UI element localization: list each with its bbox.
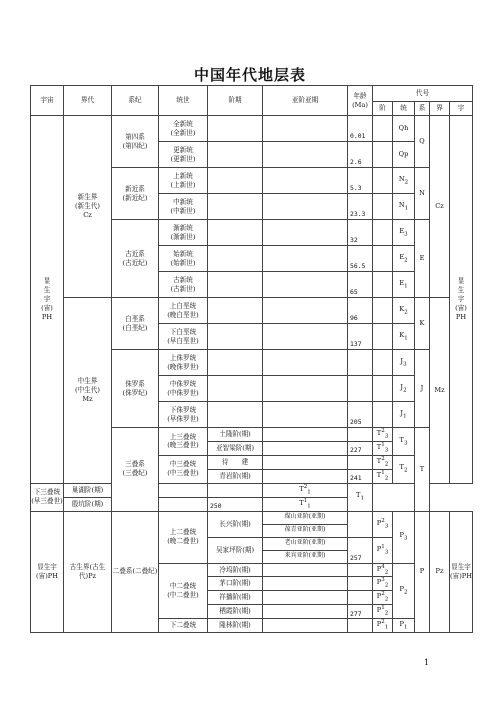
header-eon: 宇宙 bbox=[31, 86, 64, 116]
stage-wujiaping-code: $P^1_3$ bbox=[373, 537, 393, 563]
permian-cell: 二叠系(二叠纪) bbox=[112, 511, 159, 633]
eocene-age: 56.5 bbox=[348, 246, 373, 272]
substage-laoshan: 老山亚阶(亚期) bbox=[263, 537, 348, 550]
header-age: 阶期 bbox=[208, 86, 263, 116]
eocene-code: $E_2$ bbox=[393, 246, 415, 272]
stage-longlin: 隆林阶(期) bbox=[208, 619, 263, 633]
stage-xiangbo-age bbox=[348, 591, 373, 605]
header-code-eonothem: 宇 bbox=[450, 102, 473, 116]
upper-jurassic-cell: 上侏罗统 (晚侏罗世) bbox=[159, 350, 208, 376]
pleistocene-age: 2.6 bbox=[348, 142, 373, 168]
miocene-age: 23.3 bbox=[348, 194, 373, 220]
stage-wujiaping-age: 257 bbox=[348, 537, 373, 563]
lower-permian-cell: 下二叠统 bbox=[159, 619, 208, 633]
stage-chaohu: 巢湖阶(期) bbox=[64, 483, 112, 497]
lower-jurassic-age: 205 bbox=[348, 402, 373, 428]
pleistocene-cell: 更新统 (更新世) bbox=[159, 142, 208, 168]
paleozoic-cell: 古生界(古生代)Pz bbox=[64, 511, 112, 633]
lower-permian-code: $P_1$ bbox=[393, 619, 415, 633]
mesozoic-cell: 中生界 (中生代) Mz bbox=[64, 298, 112, 484]
lower-jurassic-code: $J_1$ bbox=[393, 402, 415, 428]
stage-changxing-code: $P^2_3$ bbox=[373, 511, 393, 537]
upper-cretaceous-code: $K_2$ bbox=[393, 298, 415, 324]
page-number: 1 bbox=[424, 658, 430, 667]
paleozoic-code: Pz bbox=[430, 511, 450, 633]
lower-jurassic-cell: 下侏罗统 (早侏罗世) bbox=[159, 402, 208, 428]
stage-maokou: 茅口阶(期) bbox=[208, 577, 263, 591]
pliocene-cell: 上新统 (上新世) bbox=[159, 168, 208, 194]
holocene-age: 0.01 bbox=[348, 116, 373, 142]
upper-triassic-code: $T_3$ bbox=[393, 428, 415, 456]
stage-wujiaping: 吴家坪阶(期) bbox=[208, 537, 263, 563]
stage-chaohu-age bbox=[208, 483, 263, 497]
header-period: 系纪 bbox=[112, 86, 159, 116]
upper-jurassic-code: $J_3$ bbox=[393, 350, 415, 376]
middle-permian-cell: 中二叠统 (中二叠世) bbox=[159, 563, 208, 619]
quaternary-code: Q bbox=[415, 116, 430, 168]
paleogene-code: E bbox=[415, 220, 430, 298]
stratigraphic-table bbox=[30, 85, 473, 633]
lower-triassic-code: $T_1$ bbox=[348, 483, 373, 511]
miocene-code: $N_1$ bbox=[393, 194, 415, 220]
paleogene-cell: 古近系 (古近纪) bbox=[112, 220, 159, 298]
paleocene-age: 65 bbox=[348, 272, 373, 298]
stage-qingyan: 青岩阶(期) bbox=[208, 469, 263, 483]
stage-qixia-code: $P^1_2$ bbox=[373, 605, 393, 619]
holocene-cell: 全新统 (全新世) bbox=[159, 116, 208, 142]
stage-lengwu: 冷坞阶(期) bbox=[208, 563, 263, 577]
header-subage: 亚阶亚期 bbox=[263, 86, 348, 116]
stage-tulong: 土隆阶(期) bbox=[208, 428, 263, 442]
stage-maokou-age bbox=[348, 577, 373, 591]
oligocene-cell: 渐新统 (渐新世) bbox=[159, 220, 208, 246]
stage-tulong-code: $T^2_3$ bbox=[373, 428, 393, 442]
stage-xiangbo: 祥播阶(期) bbox=[208, 591, 263, 605]
header-epoch: 统世 bbox=[159, 86, 208, 116]
phanerozoic-cell: 显 生 宇 (宙) PH bbox=[31, 116, 64, 484]
cenozoic-code: Cz bbox=[430, 116, 450, 298]
permian-code: P bbox=[415, 511, 430, 633]
pliocene-code: $N_2$ bbox=[393, 168, 415, 194]
pleistocene-code: Qp bbox=[393, 142, 415, 168]
upper-permian-code: $P_3$ bbox=[393, 511, 415, 563]
stage-yinkeng-age: 250 bbox=[208, 497, 263, 511]
stage-xiangbo-code: $P^2_2$ bbox=[373, 591, 393, 605]
upper-triassic-cell: 上三叠统 (晚三叠世) bbox=[159, 428, 208, 456]
upper-cretaceous-cell: 上白垩统 (晚白垩世) bbox=[159, 298, 208, 324]
phanerozoic-cell-b: 显生宇(宙)PH bbox=[31, 511, 64, 633]
oligocene-code: $E_3$ bbox=[393, 220, 415, 246]
header-code: 代号 bbox=[373, 86, 473, 102]
middle-permian-code: $P_2$ bbox=[393, 563, 415, 619]
stage-yinkeng: 殷坑阶(期) bbox=[64, 497, 112, 511]
stage-pending-code: $T^2_2$ bbox=[373, 455, 393, 469]
lower-cretaceous-cell: 下白垩统 (早白垩世) bbox=[159, 324, 208, 350]
cretaceous-cell: 白垩系 (白垩纪) bbox=[112, 298, 159, 350]
lower-cretaceous-code: $K_1$ bbox=[393, 324, 415, 350]
holocene-code: Qh bbox=[393, 116, 415, 142]
oligocene-age: 32 bbox=[348, 220, 373, 246]
stage-lengwu-age bbox=[348, 563, 373, 577]
substage-meishan: 煤山亚阶(亚期) bbox=[263, 511, 348, 524]
neogene-cell: 新近系 (新近纪) bbox=[112, 168, 159, 220]
page-title: 中国年代地层表 bbox=[193, 66, 306, 84]
jurassic-code: J bbox=[415, 350, 430, 428]
middle-jurassic-cell: 中侏罗统 (中侏罗世) bbox=[159, 376, 208, 402]
stage-pending-age bbox=[348, 455, 373, 469]
stage-qingyan-code: $T^1_2$ bbox=[373, 469, 393, 483]
stage-qixia-age: 277 bbox=[348, 605, 373, 619]
mesozoic-code: Mz bbox=[430, 298, 450, 484]
stage-yazhiliang-age: 227 bbox=[348, 441, 373, 455]
pliocene-age: 5.3 bbox=[348, 168, 373, 194]
cenozoic-cell: 新生界 (新生代) Cz bbox=[64, 116, 112, 298]
lower-cretaceous-age: 137 bbox=[348, 324, 373, 350]
middle-jurassic-code: $J_2$ bbox=[393, 376, 415, 402]
header-code-stage: 阶 bbox=[373, 102, 393, 116]
phanerozoic-code-b: 显生宇(宙)PH bbox=[450, 511, 473, 633]
miocene-cell: 中新统 (中新世) bbox=[159, 194, 208, 220]
cretaceous-code: K bbox=[415, 298, 430, 350]
stage-tulong-age bbox=[348, 428, 373, 442]
header-years: 年龄 (Ma) bbox=[348, 86, 373, 116]
upper-cretaceous-age: 96 bbox=[348, 298, 373, 324]
stage-qixia: 栖霞阶(期) bbox=[208, 605, 263, 619]
stage-changxing: 长兴阶(期) bbox=[208, 511, 263, 537]
stage-pending: 待 建 bbox=[208, 455, 263, 469]
stage-yazhiliang-code: $T^1_3$ bbox=[373, 441, 393, 455]
header-code-system: 系 bbox=[415, 102, 430, 116]
neogene-code: N bbox=[415, 168, 430, 220]
substage-laibin: 来宾亚阶(亚期) bbox=[263, 550, 348, 563]
stage-lengwu-code: $P^4_2$ bbox=[373, 563, 393, 577]
stage-longlin-code: $P^2_1$ bbox=[373, 619, 393, 633]
middle-triassic-cell: 中三叠统 (中三叠世) bbox=[159, 455, 208, 483]
triassic-cell: 三叠系 (三叠纪) bbox=[112, 428, 159, 512]
jurassic-cell: 侏罗系 (侏罗纪) bbox=[112, 350, 159, 428]
stage-maokou-code: $P^3_2$ bbox=[373, 577, 393, 591]
stage-yinkeng-code: $T^1_1$ bbox=[263, 497, 348, 511]
paleocene-code: $E_1$ bbox=[393, 272, 415, 298]
stage-yazhiliang: 亚智梁阶(期) bbox=[208, 441, 263, 455]
stage-qingyan-age: 241 bbox=[348, 469, 373, 483]
quaternary-cell: 第四系 (第四纪) bbox=[112, 116, 159, 168]
phanerozoic-code: 显 生 宇 (宙) PH bbox=[450, 116, 473, 484]
stage-chaohu-code: $T^2_1$ bbox=[263, 483, 348, 497]
header-era: 界代 bbox=[64, 86, 112, 116]
paleocene-cell: 古新统 (古新世) bbox=[159, 272, 208, 298]
eocene-cell: 始新统 (始新世) bbox=[159, 246, 208, 272]
triassic-code: T bbox=[415, 428, 430, 512]
middle-triassic-code: $T_2$ bbox=[393, 455, 415, 483]
substage-baoqing: 葆青亚阶(亚期) bbox=[263, 524, 348, 537]
upper-permian-cell: 上二叠统 (晚二叠世) bbox=[159, 511, 208, 563]
header-code-series: 统 bbox=[393, 102, 415, 116]
header-code-erathem: 界 bbox=[430, 102, 450, 116]
lower-triassic-cell: 下三叠统 (早三叠世) bbox=[31, 483, 64, 511]
